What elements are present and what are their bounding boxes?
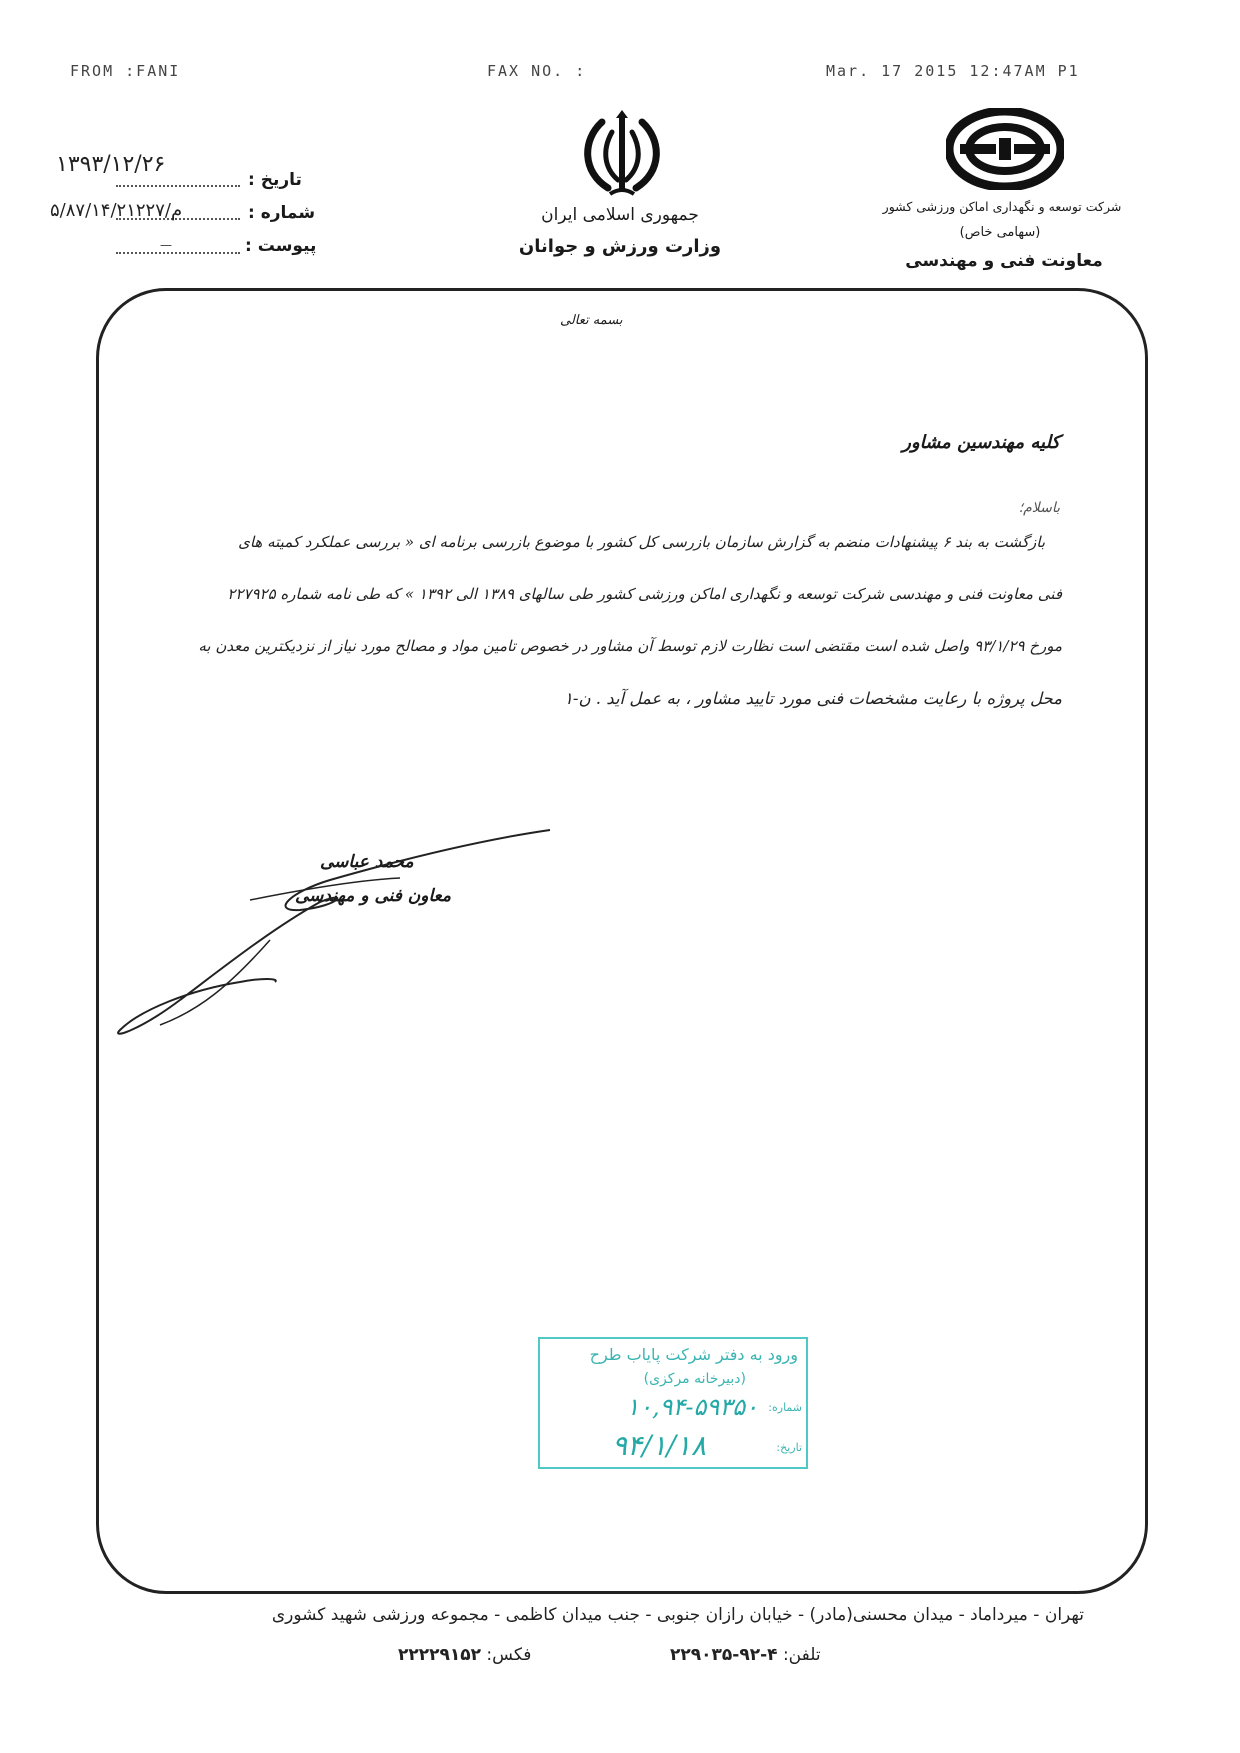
attachment-label: پیوست : [245, 236, 317, 256]
ministry-name: وزارت ورزش و جوانان [518, 236, 722, 257]
body-line-4: محل پروژه با رعایت مشخصات فنی مورد تایید مشاور ، به عمل آید . ن-۱ [564, 689, 1062, 708]
signature-icon [100, 820, 560, 1050]
company-name: شرکت توسعه و نگهداری اماکن ورزشی کشور [882, 199, 1122, 214]
number-value: ۵/۸۷/۱۴/م/۲۱۲۲۷ [50, 200, 183, 221]
company-type: (سهامی خاص) [959, 225, 1041, 240]
republic-name: جمهوری اسلامی ایران [541, 205, 699, 225]
body-line-1: بازگشت به بند ۶ پیشنهادات منضم به گزارش سازمان بازرسی کل کشور با موضوع بازرسی برنامه ای « بررسی عملکرد کمیته های [238, 533, 1045, 551]
iran-emblem-icon [574, 110, 670, 200]
footer-phone [670, 1645, 821, 1665]
greeting: باسلام؛ [1018, 500, 1060, 516]
signer-name: محمد عباسی [320, 852, 414, 872]
date-label: تاریخ : [248, 170, 302, 190]
number-label: شماره : [248, 203, 316, 223]
date-dots [116, 185, 240, 187]
fax-timestamp: Mar. 17 2015 12:47AM P1 [826, 62, 1080, 80]
received-stamp [538, 1337, 808, 1469]
fax-from: FROM :FANI [70, 62, 181, 80]
stamp-number-value: ۱۰,۹۴-۵۹۳۵۰ [626, 1393, 758, 1421]
stamp-line-2: (دبیرخانه مرکزی) [643, 1371, 746, 1387]
stamp-date-value: ۹۴/۱/۱۸ [611, 1429, 706, 1462]
fax-value: ۲۲۲۲۹۱۵۲ [398, 1645, 482, 1665]
department-name: معاونت فنی و مهندسی [905, 251, 1103, 271]
attachment-dots [116, 252, 240, 254]
invocation: بسمه تعالی [560, 313, 623, 328]
stamp-line-1: ورود به دفتر شرکت پایاب طرح [589, 1345, 798, 1364]
phone-label: تلفن: [782, 1645, 821, 1665]
signer-title: معاون فنی و مهندسی [295, 886, 451, 906]
stamp-date-label: تاریخ: [776, 1441, 802, 1454]
recipient: کلیه مهندسین مشاور [902, 432, 1060, 453]
footer-address: تهران - میرداماد - میدان محسنی(مادر) - خیابان رازان جنوبی - جنب میدان کاظمی - مجموعه ورزشی شهید کشوری [271, 1605, 1084, 1625]
fax-number: FAX NO. : [487, 62, 587, 80]
company-logo-icon [946, 108, 1064, 190]
fax-label: فکس: [486, 1645, 532, 1665]
stamp-number-label: شماره: [768, 1401, 802, 1414]
body-line-3: مورخ ۹۳/۱/۲۹ واصل شده است مقتضی است نظارت لازم توسط آن مشاور در خصوص تامین مواد و مصالح مورد نیاز از نزدیکترین معدن به [198, 637, 1062, 655]
attachment-value: — [160, 238, 172, 252]
date-value: ۱۳۹۳/۱۲/۲۶ [56, 152, 166, 177]
body-line-2: فنی معاونت فنی و مهندسی شرکت توسعه و نگهداری اماکن ورزشی کشور طی سالهای ۱۳۸۹ الی ۱۳۹۲ » که طی نامه شماره ۲۲۷۹۲۵ [227, 585, 1062, 603]
footer-fax [398, 1645, 531, 1665]
phone-value: ۴-۹۲-۲۲۹۰۳۵ [670, 1645, 778, 1665]
